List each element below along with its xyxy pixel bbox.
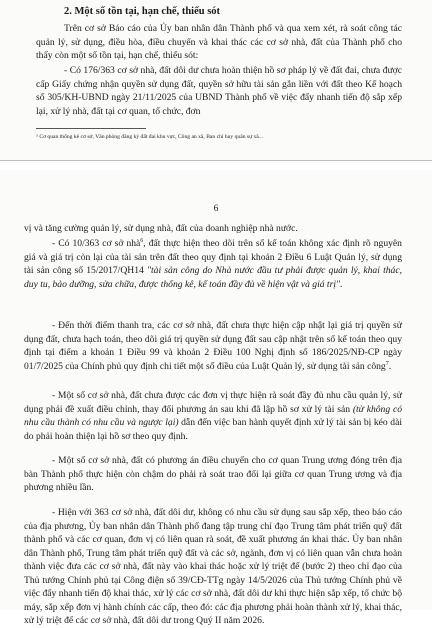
footnote-5: ⁵ Cơ quan thống kê cơ sở, Văn phòng đăng ký đất đai khu vực, Công an xã, Ban chỉ huy quân sự xã... bbox=[36, 134, 263, 140]
footnote-ref-6: 6 bbox=[140, 237, 144, 244]
law-quote: "tài sản công do Nhà nước đầu tư phải được quản lý, khai thác, duy tu, bảo dưỡng, sửa chữa, được thống kê, kế toán đầy đủ về hiện vật và giá trị" bbox=[24, 265, 402, 290]
document-page-6 bbox=[0, 170, 432, 626]
page-number: 6 bbox=[213, 204, 219, 214]
paragraph-176-facilities: - Có 176/363 cơ sở nhà, đất dôi dư chưa hoàn thiện hồ sơ pháp lý về đất đai, chưa được cấp Giấy chứng nhận quyền sử dụng đất, quyền sở hữu tài sản gắn liền với đất theo Kế hoạch số 305/KH-UBND ngày 21/11/2025 của UBND Thành phố về việc đẩy nhanh tiến độ sắp xếp lại, xử lý nhà, đất tại cơ quan, tổ chức, đơn bbox=[36, 65, 402, 117]
paragraph-continuation: vị và tăng cường quản lý, sử dụng nhà, đất của doanh nghiệp nhà nước. bbox=[24, 223, 298, 234]
footnote-ref-7: 7 bbox=[385, 360, 389, 367]
document-page-top bbox=[0, 0, 432, 160]
page-gap bbox=[0, 160, 432, 170]
paragraph-land-value-update: - Đến thời điểm thanh tra, các cơ sở nhà, đất chưa thực hiện cập nhật lại giá trị quyền sử dụng đất, chưa hạch toán, theo dõi giá trị quyền sử dụng đất sau cập nhật trên sổ kế toán theo quy định tại điểm a khoản 1 Điều 99 và khoản 2 Điều 100 Nghị định số 186/2025/NĐ-CP ngày 01/7/2025 của Chính phủ quy định chi tiết một số điều của Luật Quản lý, sử dụng tài sản công$^7$. bbox=[24, 320, 402, 372]
paragraph-needs-review: - Một số cơ sở nhà, đất chưa được các đơn vị thực hiện rà soát đầy đủ nhu cầu quản lý, sử dụng phải đề xuất điều chỉnh, thay đổi phương án sau khi đã lập hồ sơ xử lý tài sản (từ không có nhu cầu thành có nhu cầu và ngược lại) dẫn đến việc ban hành quyết định xử lý tài sản bị kéo dài do phải hoàn thiện lại hồ sơ theo quy định. bbox=[24, 390, 402, 442]
paragraph-10-facilities: - Có 10/363 cơ sở nhà$^6$, đất thực hiện theo dõi trên sổ kế toán không xác định rõ nguyên giá và giá trị còn lại của tài sản trên đất theo quy định tại khoản 2 Điều 6 Luật Quản lý, sử dụng tài sản công số 15/2017/QH14 "tài sản công do Nhà nước đầu tư phải được quản lý, khai thác, duy tu, bảo dưỡng, sửa chữa, được thống kê, kế toán đầy đủ về hiện vật và giá trị". bbox=[24, 237, 402, 290]
footnote-divider bbox=[36, 128, 146, 129]
italic-note: (từ không có nhu cầu thành có nhu cầu và ngược lại) bbox=[24, 403, 402, 428]
section-heading: 2. Một số tồn tại, hạn chế, thiếu sót bbox=[64, 6, 221, 17]
paragraph-central-transfer: - Một số cơ sở nhà, đất có phương án điều chuyển cho cơ quan Trung ương đóng trên địa bàn Thành phố thực hiện còn chậm do phải rà soát trao đổi lại giữa cơ quan Trung ương và địa phương nhiều lần. bbox=[24, 455, 402, 493]
page-break-line bbox=[0, 160, 432, 161]
paragraph-intro: Trên cơ sở Báo cáo của Ủy ban nhân dân Thành phố và qua xem xét, rà soát công tác quản lý, sử dụng, điều hòa, điều chuyển và khai thác các cơ sở nhà, đất của Thành phố cho thấy còn một số tồn tại, hạn chế, thiếu sót: bbox=[36, 23, 402, 61]
paragraph-363-facilities: - Hiện với 363 cơ sở nhà, đất dôi dư, không có nhu cầu sử dụng sau sắp xếp, theo báo cáo của địa phương, Ủy ban nhân dân Thành phố đang tập trung chỉ đạo Trung tâm phát triển quỹ đất thành phố và các cơ quan, đơn vị có liên quan rà soát, đề xuất phương án khai thác. Ủy ban nhân dân Thành phố, Trung tâm phát triển quỹ đất và các sở, ngành, đơn vị có liên quan vẫn chưa hoàn thành việc đưa các cơ sở nhà, đất này vào khai thác hoặc xử lý triệt để (bước 2) theo chỉ đạo của Thủ tướng Chính phủ tại Công điện số 39/CĐ-TTg ngày 14/5/2026 của Thủ tướng Chính phủ về việc đẩy nhanh tiến độ khai thác, xử lý các cơ sở nhà, đất dôi dư khi thực hiện sắp xếp, tổ chức bộ máy, sắp xếp đơn vị hành chính các cấp, theo đó: các địa phương phải hoàn thành xử lý, khai thác, xử lý triệt để các cơ sở nhà, đất dôi dư trong Quý II năm 2026. bbox=[24, 507, 402, 626]
